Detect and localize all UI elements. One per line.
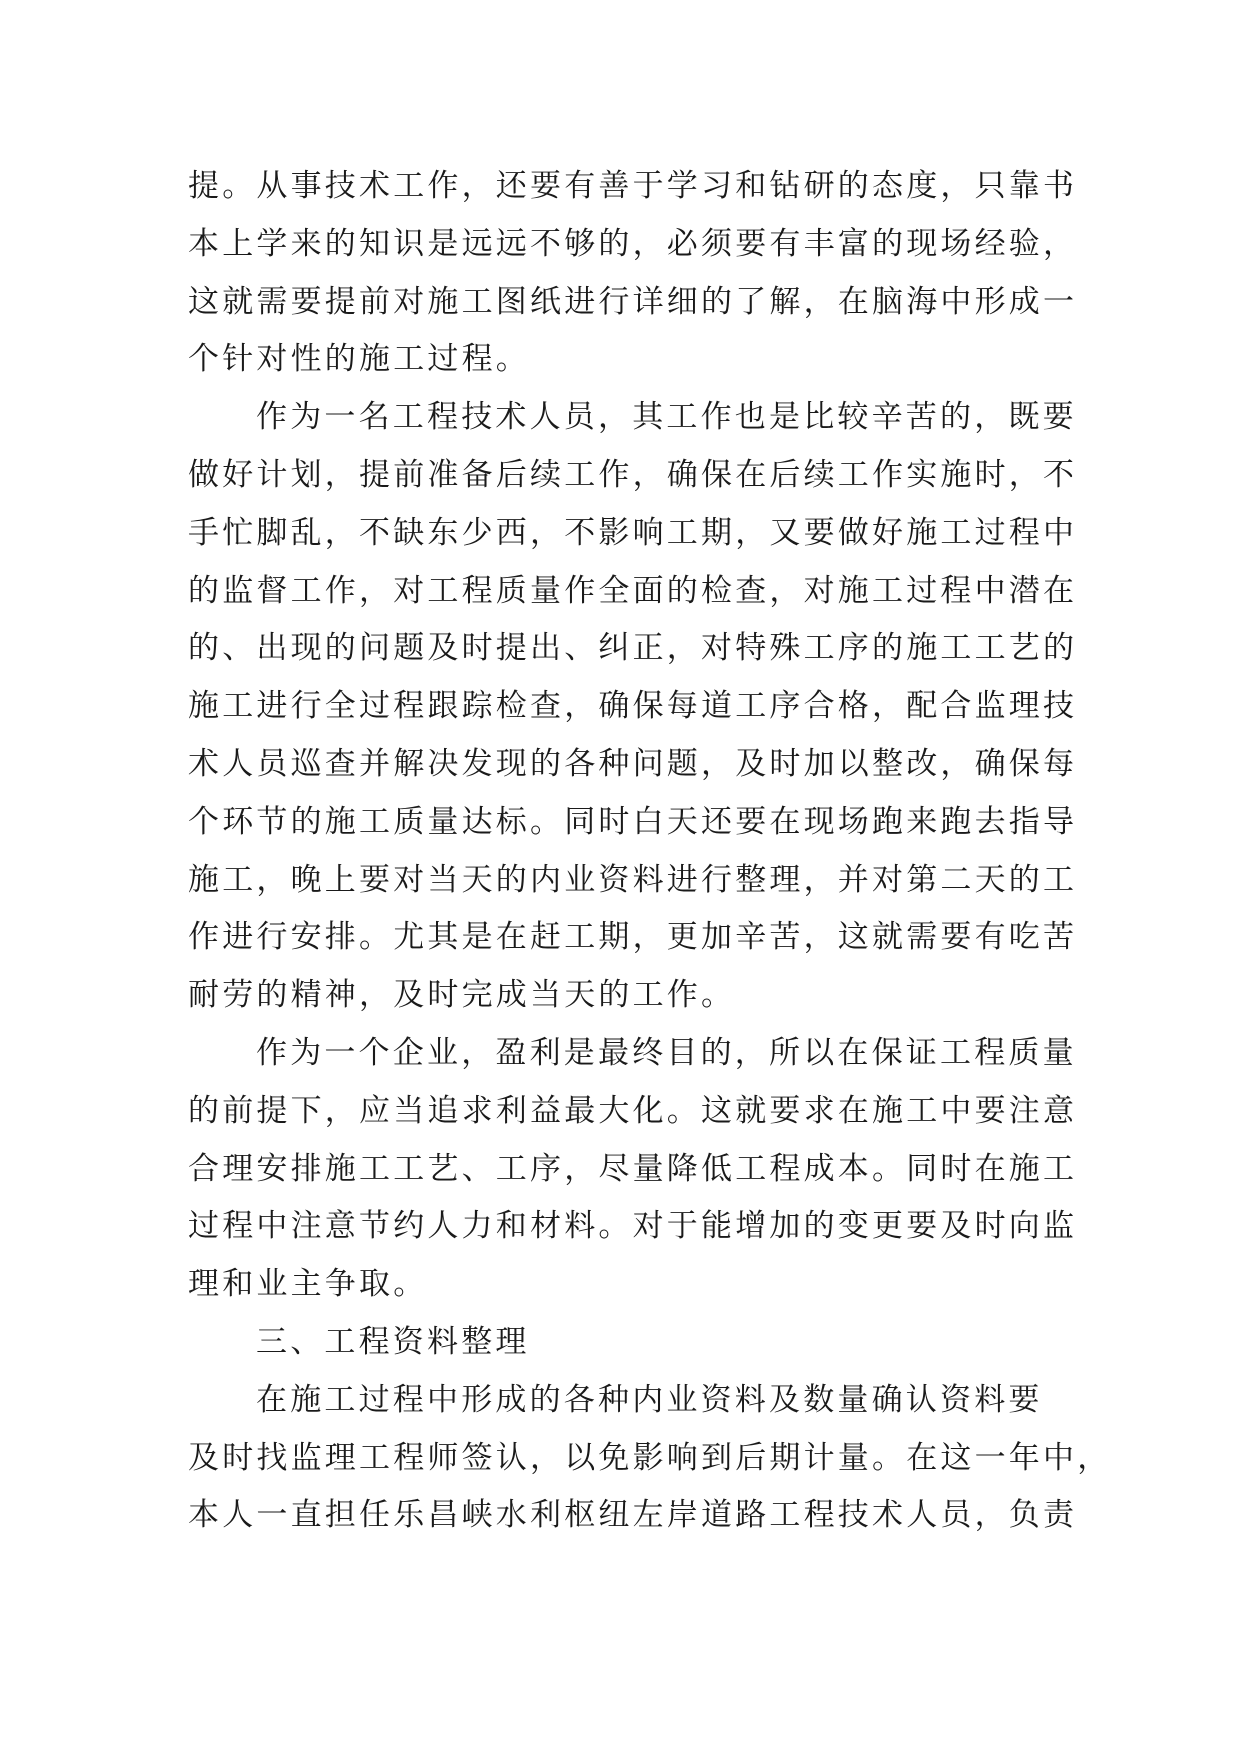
- text-line: 本人一直担任乐昌峡水利枢纽左岸道路工程技术人员，负责: [188, 1497, 1078, 1534]
- text-line: 的监督工作，对工程质量作全面的检查，对施工过程中潜在: [188, 572, 1078, 609]
- paragraph: [188, 1025, 1078, 1314]
- text-line: 手忙脚乱，不缺东少西，不影响工期，又要做好施工过程中: [188, 514, 1078, 551]
- paragraph: [188, 1372, 1112, 1545]
- text-line: 本上学来的知识是远远不够的，必须要有丰富的现场经验，: [188, 225, 1078, 262]
- text-line: 作为一个企业，盈利是最终目的，所以在保证工程质量: [256, 1034, 1077, 1071]
- text-line: 术人员巡查并解决发现的各种问题，及时加以整改，确保每: [188, 745, 1078, 782]
- text-line: 的前提下，应当追求利益最大化。这就要求在施工中要注意: [188, 1092, 1078, 1129]
- paragraph: [188, 158, 1078, 389]
- text-line: 的、出现的问题及时提出、纠正，对特殊工序的施工工艺的: [188, 630, 1078, 667]
- section-heading-text: 三、工程资料整理: [256, 1323, 530, 1360]
- text-line: 过程中注意节约人力和材料。对于能增加的变更要及时向监: [188, 1208, 1078, 1245]
- text-line: 做好计划，提前准备后续工作，确保在后续工作实施时，不: [188, 456, 1078, 493]
- text-line: 个环节的施工质量达标。同时白天还要在现场跑来跑去指导: [188, 803, 1078, 840]
- text-line: 在施工过程中形成的各种内业资料及数量确认资料要: [256, 1381, 1043, 1418]
- text-line: 合理安排施工工艺、工序，尽量降低工程成本。同时在施工: [188, 1150, 1078, 1187]
- text-line: 个针对性的施工过程。: [188, 341, 530, 378]
- text-line: 耐劳的精神，及时完成当天的工作。: [188, 977, 736, 1014]
- paragraph: [188, 389, 1078, 1025]
- text-line: 施工，晚上要对当天的内业资料进行整理，并对第二天的工: [188, 861, 1078, 898]
- document-body: [188, 158, 1112, 1545]
- text-line: 施工进行全过程跟踪检查，确保每道工序合格，配合监理技: [188, 688, 1078, 725]
- section-heading: [188, 1314, 1068, 1372]
- text-line: 理和业主争取。: [188, 1266, 428, 1303]
- text-line: 作进行安排。尤其是在赶工期，更加辛苦，这就需要有吃苦: [188, 919, 1078, 956]
- text-line: 这就需要提前对施工图纸进行详细的了解，在脑海中形成一: [188, 283, 1078, 320]
- text-line: 作为一名工程技术人员，其工作也是比较辛苦的，既要: [256, 399, 1077, 436]
- text-line: 提。从事技术工作，还要有善于学习和钻研的态度，只靠书: [188, 168, 1078, 204]
- text-line: 及时找监理工程师签认，以免影响到后期计量。在这一年中，: [188, 1439, 1112, 1476]
